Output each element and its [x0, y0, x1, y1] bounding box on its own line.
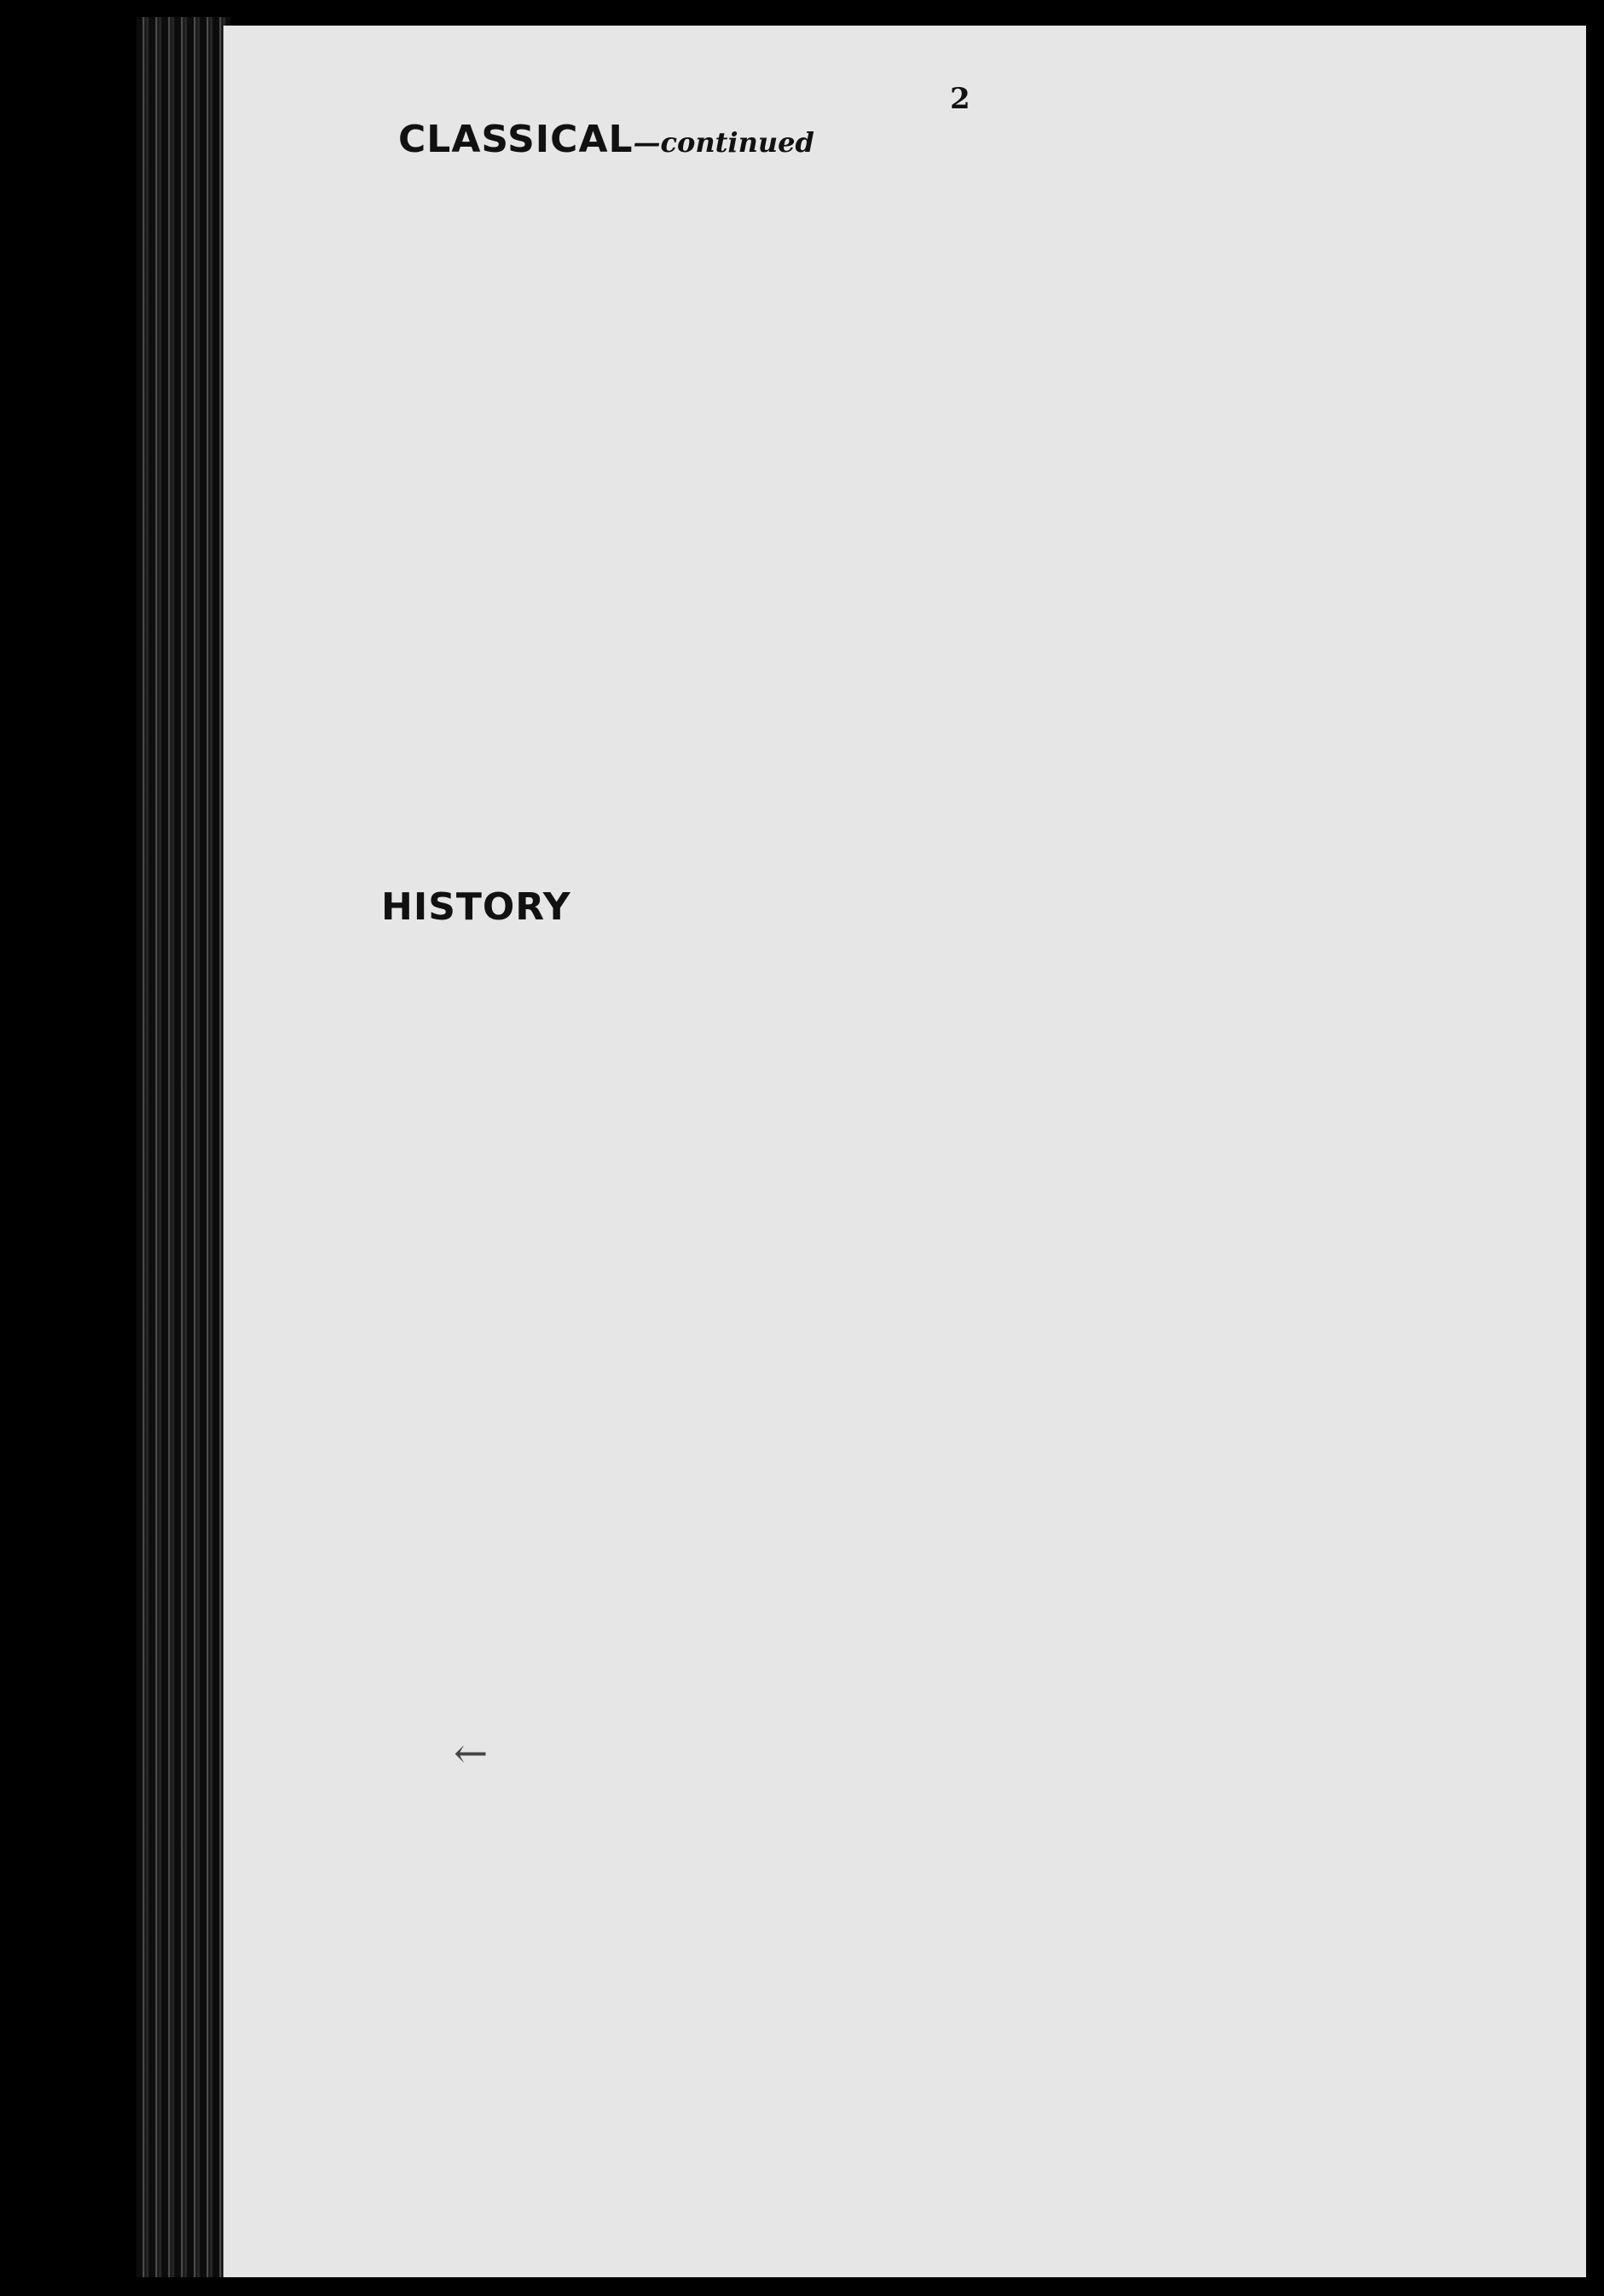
section-heading-classical — [398, 118, 814, 161]
margin-arrow-mark: ← — [454, 1730, 489, 1777]
book-page-edges — [136, 17, 230, 2277]
section-heading-history — [381, 885, 571, 929]
section-title: CLASSICAL — [398, 118, 634, 161]
page-number: 2 — [950, 82, 970, 116]
section-title: HISTORY — [381, 885, 571, 929]
section-title-suffix: —continued — [633, 126, 814, 159]
catalogue-page — [223, 26, 1586, 2277]
